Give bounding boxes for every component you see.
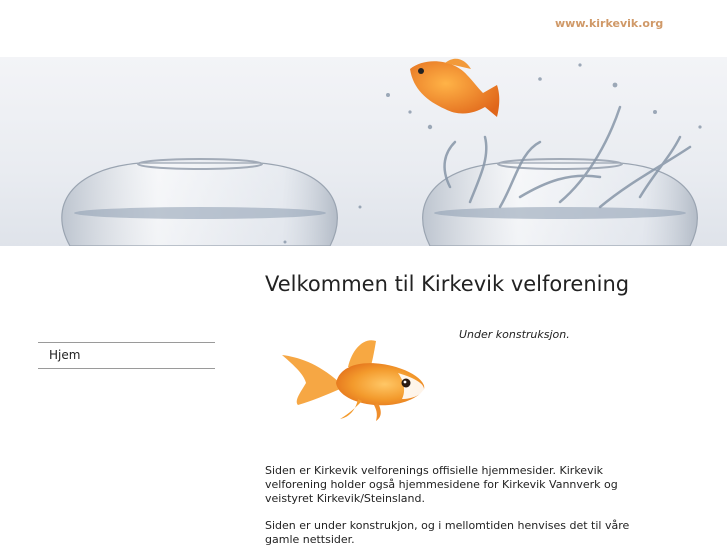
construction-note: Under konstruksjon.: [459, 328, 570, 341]
goldfish-icon: [278, 333, 428, 423]
site-url[interactable]: www.kirkevik.org: [555, 17, 664, 30]
sidebar-item-hjem[interactable]: Hjem: [49, 348, 81, 362]
intro-paragraph: Siden er Kirkevik velforenings offisielle hjemmesider. Kirkevik velforening holder også hjemmesidene for Kirkevik Vannverk og veistyret Kirkevik/Steinsland.: [265, 464, 618, 505]
header-banner: [0, 57, 727, 246]
page-title: Velkommen til Kirkevik velforening: [265, 272, 630, 296]
sidebar-nav: [38, 342, 215, 369]
goldfish-jumping-bowls-icon: [0, 57, 727, 246]
construction-paragraph: Siden er under konstrukjon, og i mellomtiden henvises det til våre gamle nettsider.: [265, 519, 630, 546]
